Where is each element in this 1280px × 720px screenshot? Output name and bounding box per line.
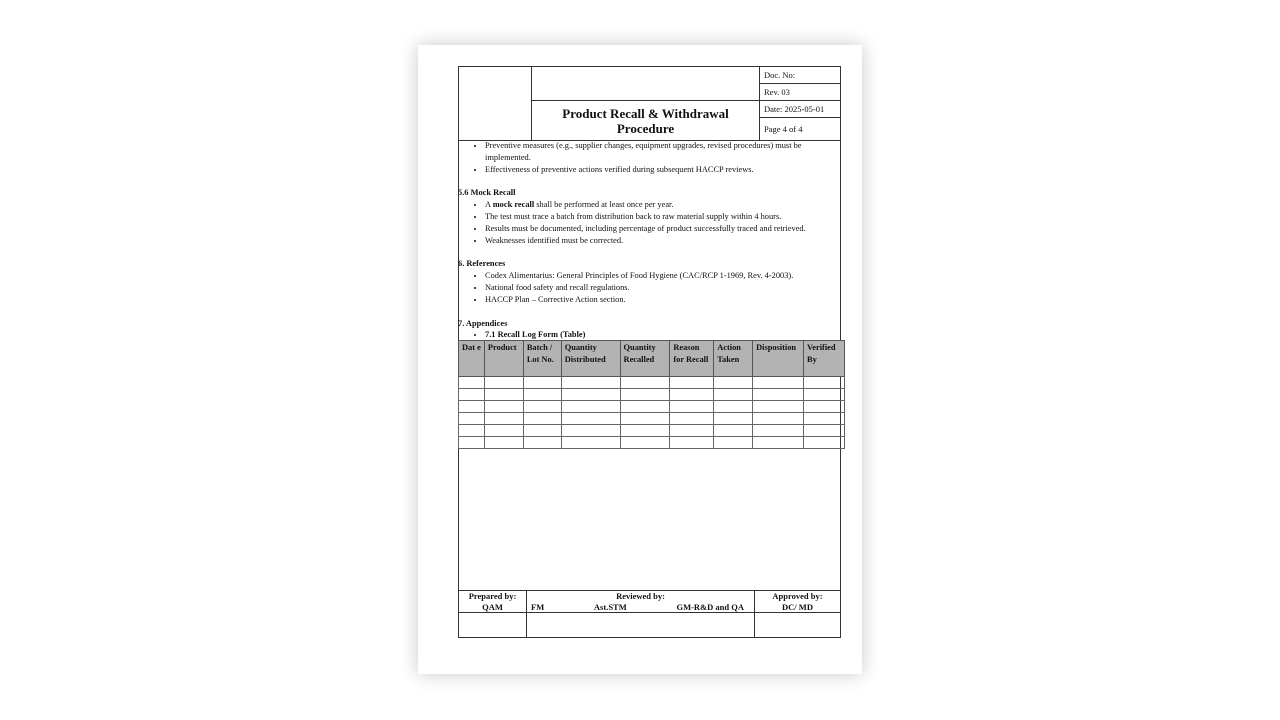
table-cell bbox=[670, 389, 714, 401]
table-cell bbox=[484, 425, 523, 437]
list-item: • HACCP Plan – Corrective Action section. bbox=[485, 294, 841, 306]
table-cell bbox=[523, 401, 561, 413]
column-header: Disposition bbox=[753, 341, 804, 377]
text-span: shall be performed at least once per year. bbox=[534, 200, 674, 210]
table-cell bbox=[561, 377, 620, 389]
table-row bbox=[459, 377, 845, 389]
list-item: • 7.1 Recall Log Form (Table) bbox=[485, 329, 841, 341]
table-cell bbox=[523, 437, 561, 449]
column-header: Dat e bbox=[459, 341, 485, 377]
table-cell bbox=[523, 389, 561, 401]
column-header: Batch / Lot No. bbox=[523, 341, 561, 377]
signature-cell bbox=[459, 613, 527, 638]
table-cell bbox=[670, 401, 714, 413]
signature-cell bbox=[755, 613, 841, 638]
table-cell bbox=[484, 401, 523, 413]
table-cell bbox=[523, 425, 561, 437]
table-cell bbox=[670, 437, 714, 449]
title-line-1: Product Recall & Withdrawal bbox=[562, 105, 729, 121]
list-item bbox=[485, 199, 841, 211]
table-cell bbox=[459, 377, 485, 389]
logo-cell bbox=[459, 67, 532, 141]
column-header: Product bbox=[484, 341, 523, 377]
reviewed-label: Reviewed by: bbox=[616, 591, 665, 601]
list-item: • Codex Alimentarius: General Principles of Food Hygiene (CAC/RCP 1-1969, Rev. 4-2003). bbox=[485, 270, 841, 282]
table-cell bbox=[523, 377, 561, 389]
table-cell bbox=[753, 389, 804, 401]
approval-footer bbox=[458, 590, 841, 638]
prepared-cell bbox=[459, 591, 527, 613]
table-cell bbox=[459, 437, 485, 449]
table-cell bbox=[561, 401, 620, 413]
table-cell bbox=[620, 437, 670, 449]
table-row bbox=[459, 401, 845, 413]
list-item: • Results must be documented, including percentage of product successfully traced and retrieved. bbox=[485, 223, 841, 235]
header-blank-cell bbox=[532, 67, 760, 101]
table-cell bbox=[670, 413, 714, 425]
table-body bbox=[459, 377, 845, 449]
table-cell bbox=[714, 401, 753, 413]
table-cell bbox=[753, 377, 804, 389]
document-body bbox=[458, 140, 841, 341]
table-cell bbox=[714, 425, 753, 437]
section-heading: 7. Appendices bbox=[458, 318, 508, 328]
table-row bbox=[459, 425, 845, 437]
table-cell bbox=[753, 413, 804, 425]
doc-no: Doc. No: bbox=[760, 67, 841, 84]
table-cell bbox=[714, 377, 753, 389]
revision: Rev. 03 bbox=[760, 84, 841, 101]
table-cell bbox=[620, 377, 670, 389]
signature-cell bbox=[527, 613, 755, 638]
column-header: Verified By bbox=[804, 341, 845, 377]
table-cell bbox=[459, 413, 485, 425]
table-cell bbox=[561, 413, 620, 425]
table-cell bbox=[620, 389, 670, 401]
approved-label: Approved by: bbox=[772, 591, 823, 601]
prepared-label: Prepared by: bbox=[468, 591, 517, 601]
reviewed-cell bbox=[527, 591, 755, 613]
column-header: Quantity Distributed bbox=[561, 341, 620, 377]
table-cell bbox=[670, 425, 714, 437]
section-heading: 5.6 Mock Recall bbox=[458, 188, 516, 198]
table-cell bbox=[484, 377, 523, 389]
table-row bbox=[459, 413, 845, 425]
page-number: Page 4 of 4 bbox=[760, 118, 841, 141]
table-cell bbox=[804, 425, 845, 437]
table-cell bbox=[484, 413, 523, 425]
table-cell bbox=[804, 413, 845, 425]
table-cell bbox=[484, 437, 523, 449]
table-cell bbox=[753, 437, 804, 449]
document-page bbox=[418, 45, 862, 674]
text-span: A bbox=[485, 200, 493, 210]
table-row bbox=[459, 389, 845, 401]
table-cell bbox=[620, 413, 670, 425]
reviewer-name: Ast.STM bbox=[593, 601, 627, 612]
list-item: • Effectiveness of preventive actions verified during subsequent HACCP reviews. bbox=[485, 164, 841, 176]
references-list bbox=[458, 270, 841, 305]
list-item: • The test must trace a batch from distribution back to raw material supply within 4 hours. bbox=[485, 211, 841, 223]
reviewer-name: GM-R&D and QA bbox=[676, 601, 744, 612]
table-cell bbox=[670, 377, 714, 389]
table-cell bbox=[804, 377, 845, 389]
list-item: • Preventive measures (e.g., supplier changes, equipment upgrades, revised procedures) must be implemented. bbox=[485, 140, 841, 164]
table-cell bbox=[804, 389, 845, 401]
table-cell bbox=[714, 389, 753, 401]
bold-text: mock recall bbox=[492, 200, 535, 210]
table-cell bbox=[714, 413, 753, 425]
prepared-by: QAM bbox=[482, 601, 503, 612]
table-cell bbox=[523, 413, 561, 425]
approved-cell bbox=[755, 591, 841, 613]
table-cell bbox=[561, 389, 620, 401]
title-line-2: Procedure bbox=[616, 120, 675, 136]
date: Date: 2025-05-01 bbox=[760, 101, 841, 118]
table-cell bbox=[459, 425, 485, 437]
section-heading: 6. References bbox=[458, 259, 506, 269]
recall-log-table bbox=[458, 340, 845, 449]
table-cell bbox=[804, 401, 845, 413]
list-item: • National food safety and recall regulations. bbox=[485, 282, 841, 294]
document-header bbox=[458, 66, 841, 139]
table-cell bbox=[484, 389, 523, 401]
document-title bbox=[532, 101, 760, 141]
table-header-row bbox=[459, 341, 845, 377]
column-header: Action Taken bbox=[714, 341, 753, 377]
table-cell bbox=[714, 437, 753, 449]
table-row bbox=[459, 437, 845, 449]
table-cell bbox=[804, 437, 845, 449]
mock-recall-list bbox=[458, 199, 841, 246]
table-cell bbox=[561, 425, 620, 437]
table-cell bbox=[459, 389, 485, 401]
list-item: • Weaknesses identified must be corrected. bbox=[485, 235, 841, 247]
table-cell bbox=[459, 401, 485, 413]
table-cell bbox=[620, 401, 670, 413]
preventive-list bbox=[458, 140, 841, 175]
table-cell bbox=[620, 425, 670, 437]
table-cell bbox=[561, 437, 620, 449]
column-header: Quantity Recalled bbox=[620, 341, 670, 377]
column-header: Reason for Recall bbox=[670, 341, 714, 377]
approved-by: DC/ MD bbox=[782, 601, 813, 612]
table-cell bbox=[753, 401, 804, 413]
table-cell bbox=[753, 425, 804, 437]
reviewer-name: FM bbox=[531, 601, 545, 612]
